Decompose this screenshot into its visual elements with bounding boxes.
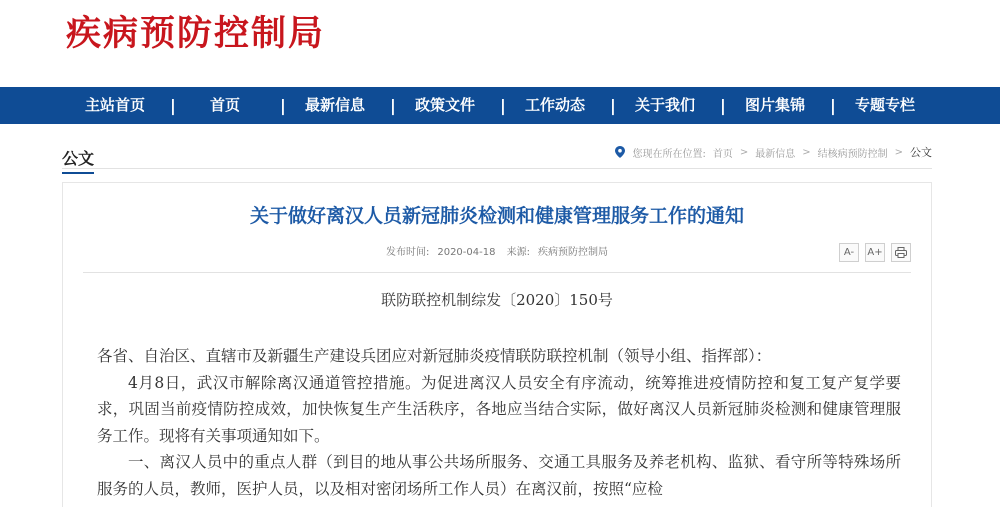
- breadcrumb-current: 公文: [910, 146, 932, 159]
- breadcrumb-home[interactable]: 首页: [712, 148, 733, 160]
- breadcrumb-latest-info[interactable]: 最新信息: [755, 148, 796, 160]
- paragraph: 一、离汉人员中的重点人群（到目的地从事公共场所服务、交通工具服务及养老机构、监狱、看守所等特殊场所服务的人员，教师，医护人员，以及相对密闭场所工作人员）在离汉前，按照“应检: [97, 453, 901, 498]
- nav-inner: 主站首页 | 首页 | 最新信息 | 政策文件 | 工作动态 | 关于我们 | 图片集锦 | 专题专栏: [60, 87, 940, 124]
- main-nav: [0, 87, 1000, 124]
- font-decrease-button[interactable]: A-: [839, 243, 859, 262]
- location-pin-icon: [615, 146, 625, 158]
- breadcrumb-prefix: 您现在所在位置:: [632, 148, 706, 160]
- nav-item-home[interactable]: 首页: [209, 96, 240, 114]
- nav-item-gallery[interactable]: 图片集锦: [744, 96, 805, 114]
- font-increase-button[interactable]: A+: [865, 243, 885, 262]
- nav-item-about-us[interactable]: 关于我们: [634, 96, 695, 114]
- article-panel: [62, 182, 932, 507]
- meta-divider: [83, 272, 911, 273]
- publish-date: 2020-04-18: [437, 247, 496, 258]
- article-tools: [839, 243, 911, 262]
- breadcrumb-separator: >: [802, 146, 811, 158]
- nav-item-latest-info[interactable]: 最新信息: [304, 96, 365, 114]
- document-number: 联防联控机制综发〔2020〕150号: [381, 291, 613, 309]
- print-button[interactable]: [891, 243, 911, 262]
- breadcrumb-tb-control[interactable]: 结核病预防控制: [817, 148, 888, 160]
- nav-item-main-home[interactable]: 主站首页: [84, 96, 145, 114]
- paragraph: 4月8日，武汉市解除离汉通道管控措施。为促进离汉人员安全有序流动，统筹推进疫情防控和复工复产复学要求，巩固当前疫情防控成效，加快恢复生产生活秩序，各地应当结合实际，做好离汉人员新冠肺炎检测和健康管理服务工作。现将有关事项通知如下。: [97, 373, 901, 445]
- source-label: 来源:: [506, 247, 531, 258]
- nav-item-work-news[interactable]: 工作动态: [524, 96, 585, 114]
- nav-item-special-topics[interactable]: 专题专栏: [854, 96, 915, 114]
- nav-item-policy-docs[interactable]: 政策文件: [414, 96, 475, 114]
- paragraph-salutation: 各省、自治区、直辖市及新疆生产建设兵团应对新冠肺炎疫情联防联控机制（领导小组、指挥部）：: [97, 347, 772, 365]
- section-divider: [62, 168, 932, 169]
- breadcrumb-separator: >: [894, 146, 903, 158]
- site-header: [0, 0, 1000, 87]
- print-icon: [895, 247, 907, 258]
- site-logo[interactable]: 疾病预防控制局: [66, 14, 326, 54]
- source-value: 疾病预防控制局: [538, 247, 609, 258]
- publish-label: 发布时间:: [385, 247, 430, 258]
- section-title: 公文: [62, 146, 94, 174]
- breadcrumb: [615, 144, 932, 160]
- breadcrumb-separator: >: [739, 146, 749, 158]
- article-title: 关于做好离汉人员新冠肺炎检测和健康管理服务工作的通知: [249, 205, 744, 227]
- article-body: [97, 343, 901, 502]
- article-meta: [63, 243, 931, 258]
